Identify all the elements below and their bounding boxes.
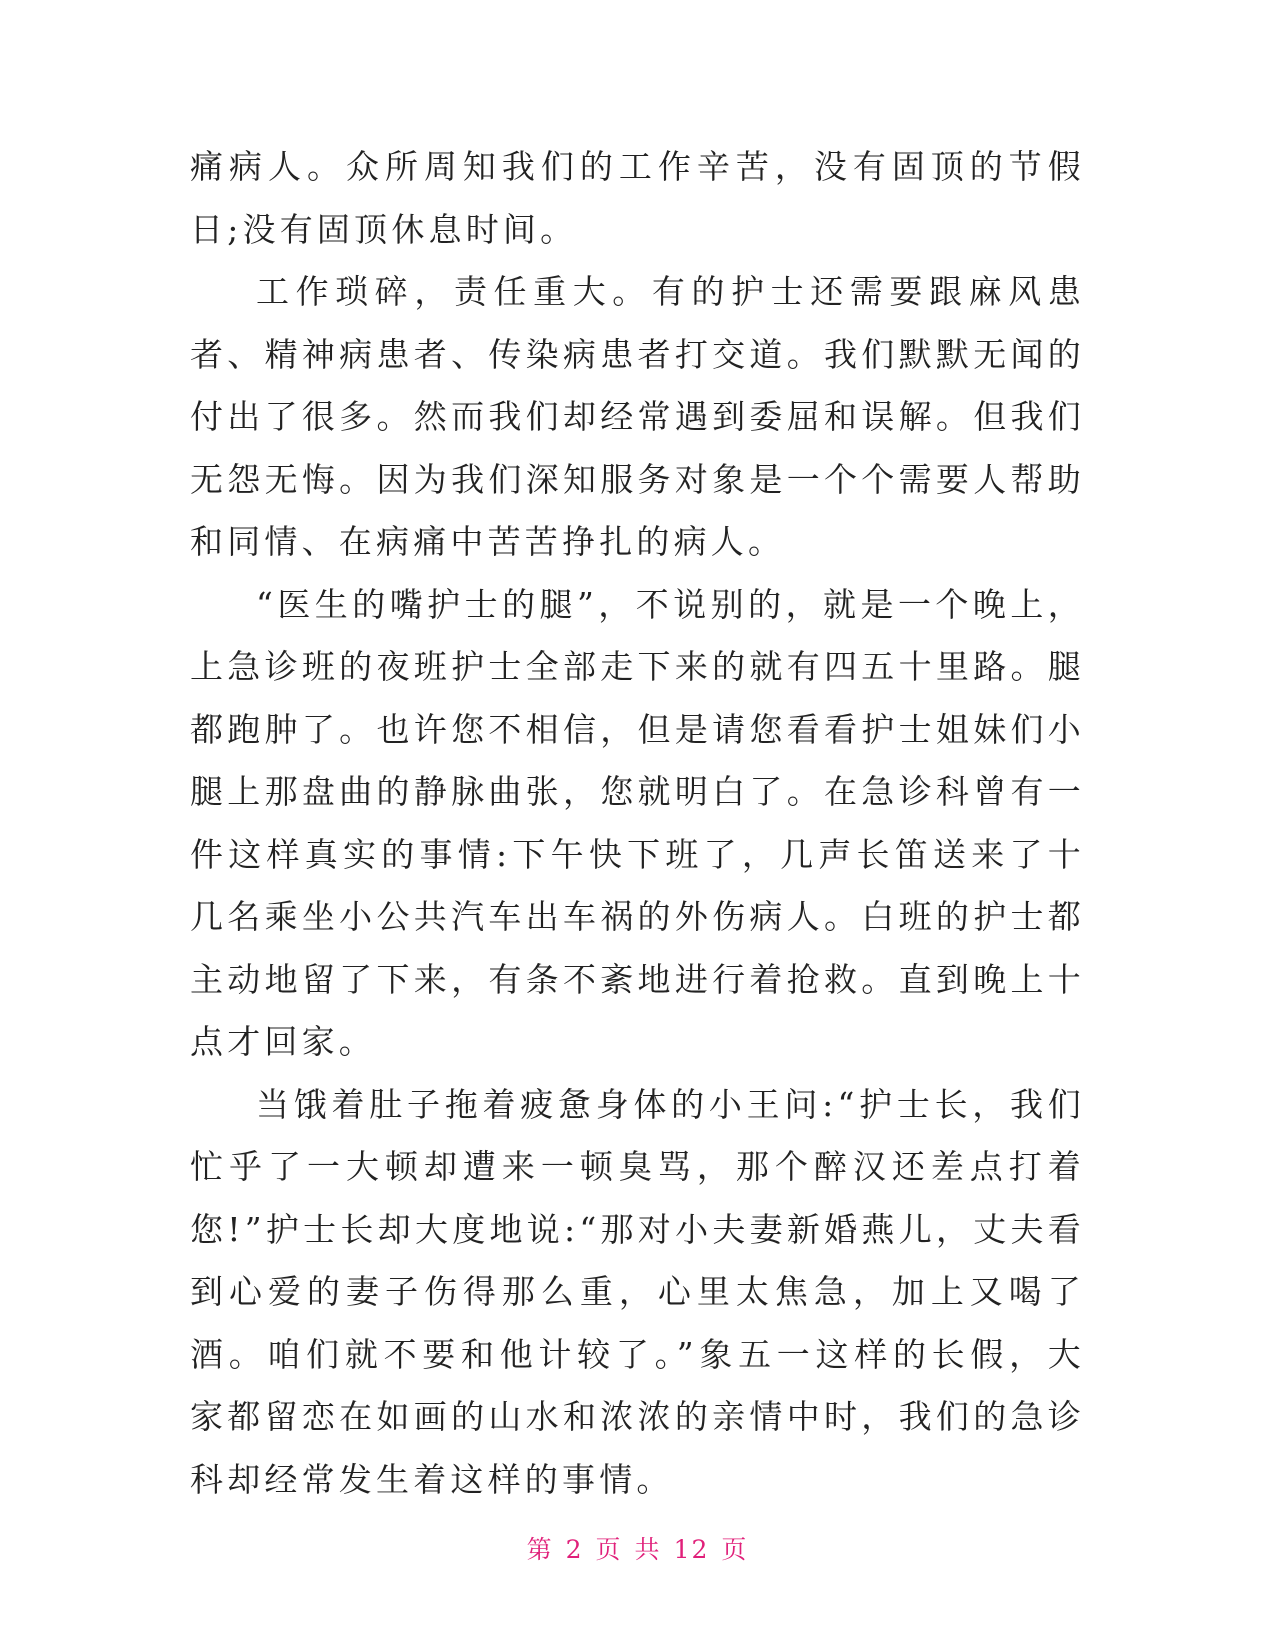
paragraph-4: 当饿着肚子拖着疲惫身体的小王问:“护士长，我们忙乎了一大顿却遭来一顿臭骂，那个醉汉还差点打着您!”护士长却大度地说:“那对小夫妻新婚燕儿，丈夫看到心爱的妻子伤得那么重，心里太焦急，加上又喝了酒。咱们就不要和他计较了。”象五一这样的长假，大家都留恋在如画的山水和浓浓的亲情中时，我们的急诊科却经常发生着这样的事情。: [190, 1084, 1085, 1499]
footer-current-page: 2: [565, 1535, 584, 1564]
footer-prefix: 第: [526, 1535, 554, 1564]
document-body: [190, 136, 1085, 1511]
footer-suffix: 页: [721, 1535, 749, 1564]
footer-page-word: 页: [595, 1535, 623, 1564]
paragraph-1: 痛病人。众所周知我们的工作辛苦，没有固顶的节假日;没有固顶休息时间。: [190, 147, 1085, 249]
page-footer: [0, 1530, 1275, 1566]
footer-total-pages: 12: [673, 1535, 710, 1564]
footer-total-word: 共: [634, 1535, 662, 1564]
paragraph-2: 工作琐碎，责任重大。有的护士还需要跟麻风患者、精神病患者、传染病患者打交道。我们默默无闻的付出了很多。然而我们却经常遇到委屈和误解。但我们无怨无悔。因为我们深知服务对象是一个个需要人帮助和同情、在病痛中苦苦挣扎的病人。: [190, 272, 1085, 561]
paragraph-3: “医生的嘴护士的腿”，不说别的，就是一个晚上，上急诊班的夜班护士全部走下来的就有四五十里路。腿都跑肿了。也许您不相信，但是请您看看护士姐妹们小腿上那盘曲的静脉曲张，您就明白了。在急诊科曾有一件这样真实的事情:下午快下班了，几声长笛送来了十几名乘坐小公共汽车出车祸的外伤病人。白班的护士都主动地留了下来，有条不紊地进行着抢救。直到晚上十点才回家。: [190, 584, 1085, 1061]
